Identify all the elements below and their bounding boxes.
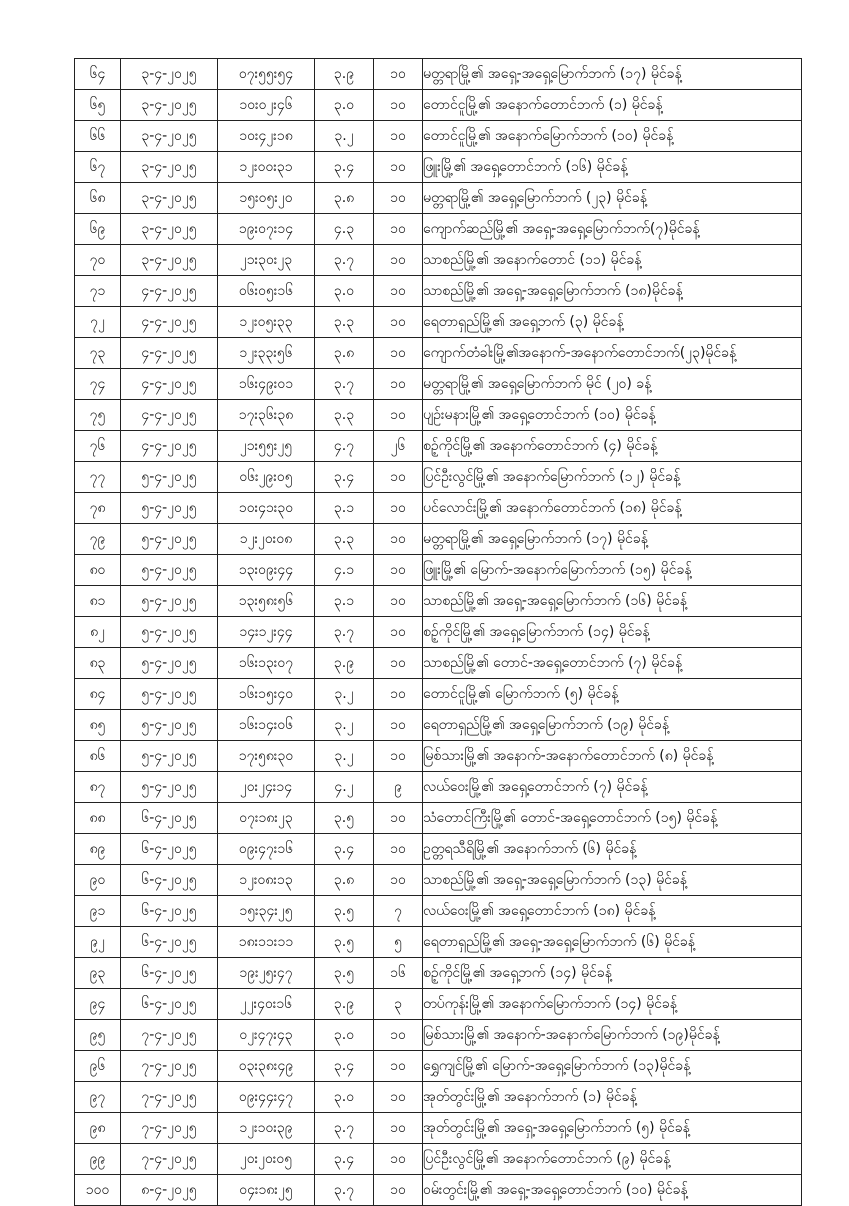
row-number: ၆၅ <box>75 90 121 121</box>
table-row <box>75 1175 802 1206</box>
table-row <box>75 59 802 90</box>
date-cell: ၄-၄-၂၀၂၅ <box>121 338 218 369</box>
date-cell: ၄-၄-၂၀၂၅ <box>121 307 218 338</box>
depth-cell: ၁၀ <box>374 307 423 338</box>
location-cell: မတ္တရာမြို့၏ အရှေ့မြောက်ဘက် မိုင် (၂၀) ခန့် <box>423 369 802 400</box>
row-number: ၁၀၀ <box>75 1175 121 1206</box>
date-cell: ၅-၄-၂၀၂၅ <box>121 462 218 493</box>
depth-cell: ၁၀ <box>374 59 423 90</box>
row-number: ၉၆ <box>75 1051 121 1082</box>
depth-cell: ၁၀ <box>374 710 423 741</box>
table-row <box>75 524 802 555</box>
location-cell: တောင်ငူမြို့၏ အနောက်မြောက်ဘက် (၁၀) မိုင်ခန့် <box>423 121 802 152</box>
location-cell: လယ်ဝေးမြို့၏ အရှေ့တောင်ဘက် (၇) မိုင်ခန့် <box>423 772 802 803</box>
depth-cell: ၁၀ <box>374 1020 423 1051</box>
time-cell: ၁၆း၁၅း၄၀ <box>218 679 315 710</box>
depth-cell: ၁၀ <box>374 648 423 679</box>
date-cell: ၄-၄-၂၀၂၅ <box>121 431 218 462</box>
time-cell: ၁၂း၂၀း၀၈ <box>218 524 315 555</box>
magnitude-cell: ၃.၀ <box>315 1020 374 1051</box>
row-number: ၈၁ <box>75 586 121 617</box>
location-cell: အုတ်တွင်းမြို့၏ အရှေ့-အရှေ့မြောက်ဘက် (၅) မိုင်ခန့် <box>423 1113 802 1144</box>
depth-cell: ၁၀ <box>374 1051 423 1082</box>
date-cell: ၅-၄-၂၀၂၅ <box>121 772 218 803</box>
location-cell: သာစည်မြို့၏ တောင်-အရှေ့တောင်ဘက် (၇) မိုင်ခန့် <box>423 648 802 679</box>
row-number: ၉၄ <box>75 989 121 1020</box>
time-cell: ၁၀း၀၂း၄၆ <box>218 90 315 121</box>
table-row <box>75 741 802 772</box>
date-cell: ၆-၄-၂၀၂၅ <box>121 958 218 989</box>
date-cell: ၄-၄-၂၀၂၅ <box>121 369 218 400</box>
depth-cell: ၁၀ <box>374 617 423 648</box>
magnitude-cell: ၄.၃ <box>315 214 374 245</box>
magnitude-cell: ၃.၇ <box>315 245 374 276</box>
time-cell: ၁၂း၀၅း၃၃ <box>218 307 315 338</box>
magnitude-cell: ၃.၇ <box>315 1175 374 1206</box>
depth-cell: ၁၆ <box>374 958 423 989</box>
table-row <box>75 338 802 369</box>
depth-cell: ၇ <box>374 896 423 927</box>
date-cell: ၃-၄-၂၀၂၅ <box>121 152 218 183</box>
depth-cell: ၁၀ <box>374 214 423 245</box>
location-cell: ရေတာရှည်မြို့၏ အရှေ့-အရှေ့မြောက်ဘက် (၆) မိုင်ခန့် <box>423 927 802 958</box>
date-cell: ၃-၄-၂၀၂၅ <box>121 183 218 214</box>
magnitude-cell: ၃.၉ <box>315 989 374 1020</box>
date-cell: ၃-၄-၂၀၂၅ <box>121 59 218 90</box>
location-cell: ပြင်ဦးလွင်မြို့၏ အနောက်မြောက်ဘက် (၁၂) မိုင်ခန့် <box>423 462 802 493</box>
location-cell: သံတောင်ကြီးမြို့၏ တောင်-အရှေ့တောင်ဘက် (၁၅) မိုင်ခန့် <box>423 803 802 834</box>
date-cell: ၃-၄-၂၀၂၅ <box>121 121 218 152</box>
table-row <box>75 90 802 121</box>
location-cell: ဝမ်းတွင်းမြို့၏ အရှေ့-အရှေ့တောင်ဘက် (၁၀) မိုင်ခန့် <box>423 1175 802 1206</box>
location-cell: ဥတ္တရသီရိမြို့၏ အနောက်ဘက် (၆) မိုင်ခန့် <box>423 834 802 865</box>
table-row <box>75 493 802 524</box>
table-row <box>75 121 802 152</box>
location-cell: ပြင်ဦးလွင်မြို့၏ အနောက်တောင်ဘက် (၉) မိုင်ခန့် <box>423 1144 802 1175</box>
row-number: ၆၈ <box>75 183 121 214</box>
date-cell: ၆-၄-၂၀၂၅ <box>121 896 218 927</box>
table-row <box>75 369 802 400</box>
table-row <box>75 927 802 958</box>
depth-cell: ၁၀ <box>374 1175 423 1206</box>
table-row <box>75 1082 802 1113</box>
date-cell: ၆-၄-၂၀၂၅ <box>121 803 218 834</box>
date-cell: ၅-၄-၂၀၂၅ <box>121 679 218 710</box>
depth-cell: ၁၀ <box>374 679 423 710</box>
row-number: ၆၉ <box>75 214 121 245</box>
table-row <box>75 989 802 1020</box>
depth-cell: ၁၀ <box>374 1113 423 1144</box>
date-cell: ၅-၄-၂၀၂၅ <box>121 741 218 772</box>
time-cell: ၀၆း၀၅း၁၆ <box>218 276 315 307</box>
table-row <box>75 679 802 710</box>
date-cell: ၈-၄-၂၀၂၅ <box>121 1175 218 1206</box>
location-cell: တပ်ကုန်းမြို့၏ အနောက်မြောက်ဘက် (၁၄) မိုင်ခန့် <box>423 989 802 1020</box>
row-number: ၈၇ <box>75 772 121 803</box>
table-row <box>75 1051 802 1082</box>
magnitude-cell: ၃.၀ <box>315 1082 374 1113</box>
location-cell: အုတ်တွင်းမြို့၏ အနောက်ဘက် (၁) မိုင်ခန့် <box>423 1082 802 1113</box>
time-cell: ၁၆း၁၄း၀၆ <box>218 710 315 741</box>
date-cell: ၅-၄-၂၀၂၅ <box>121 524 218 555</box>
magnitude-cell: ၃.၅ <box>315 927 374 958</box>
date-cell: ၇-၄-၂၀၂၅ <box>121 1020 218 1051</box>
date-cell: ၃-၄-၂၀၂၅ <box>121 90 218 121</box>
date-cell: ၄-၄-၂၀၂၅ <box>121 276 218 307</box>
depth-cell: ၁၀ <box>374 741 423 772</box>
time-cell: ၁၉း၂၅း၄၇ <box>218 958 315 989</box>
table-row <box>75 958 802 989</box>
table-row <box>75 834 802 865</box>
table-row <box>75 276 802 307</box>
location-cell: လယ်ဝေးမြို့၏ အရှေ့တောင်ဘက် (၁၈) မိုင်ခန့် <box>423 896 802 927</box>
magnitude-cell: ၃.၂ <box>315 679 374 710</box>
location-cell: တောင်ငူမြို့၏ အနောက်တောင်ဘက် (၁) မိုင်ခန့် <box>423 90 802 121</box>
magnitude-cell: ၃.၅ <box>315 803 374 834</box>
time-cell: ၁၂း၀၀း၃၁ <box>218 152 315 183</box>
depth-cell: ၁၀ <box>374 245 423 276</box>
magnitude-cell: ၃.၉ <box>315 648 374 679</box>
date-cell: ၅-၄-၂၀၂၅ <box>121 493 218 524</box>
time-cell: ၁၅း၃၄း၂၅ <box>218 896 315 927</box>
depth-cell: ၁၀ <box>374 865 423 896</box>
magnitude-cell: ၃.၅ <box>315 896 374 927</box>
date-cell: ၆-၄-၂၀၂၅ <box>121 989 218 1020</box>
row-number: ၉၀ <box>75 865 121 896</box>
table-row <box>75 400 802 431</box>
row-number: ၈၃ <box>75 648 121 679</box>
row-number: ၈၀ <box>75 555 121 586</box>
table-row <box>75 431 802 462</box>
table-row <box>75 803 802 834</box>
location-cell: သာစည်မြို့၏ အရှေ့-အရှေ့မြောက်ဘက် (၁၆) မိုင်ခန့် <box>423 586 802 617</box>
table-body <box>75 59 802 1206</box>
depth-cell: ၁၀ <box>374 524 423 555</box>
row-number: ၉၃ <box>75 958 121 989</box>
row-number: ၇၃ <box>75 338 121 369</box>
earthquake-table <box>74 58 802 1206</box>
depth-cell: ၅ <box>374 927 423 958</box>
time-cell: ၁၂း၁၀း၃၉ <box>218 1113 315 1144</box>
depth-cell: ၁၀ <box>374 493 423 524</box>
magnitude-cell: ၃.၇ <box>315 369 374 400</box>
magnitude-cell: ၃.၇ <box>315 617 374 648</box>
magnitude-cell: ၃.၀ <box>315 276 374 307</box>
depth-cell: ၁၀ <box>374 400 423 431</box>
depth-cell: ၁၀ <box>374 369 423 400</box>
location-cell: ရွှေကျင်မြို့၏ မြောက်-အရှေ့မြောက်ဘက် (၁၃)မိုင်ခန့် <box>423 1051 802 1082</box>
table-row <box>75 555 802 586</box>
magnitude-cell: ၃.၂ <box>315 121 374 152</box>
time-cell: ၀၆း၂၉း၀၅ <box>218 462 315 493</box>
magnitude-cell: ၃.၁ <box>315 586 374 617</box>
table-row <box>75 152 802 183</box>
table-row <box>75 865 802 896</box>
location-cell: ဖြူးမြို့၏ မြောက်-အနောက်မြောက်ဘက် (၁၅) မိုင်ခန့် <box>423 555 802 586</box>
table-row <box>75 183 802 214</box>
row-number: ၉၈ <box>75 1113 121 1144</box>
time-cell: ၁၀း၄၁း၃၀ <box>218 493 315 524</box>
row-number: ၉၁ <box>75 896 121 927</box>
depth-cell: ၁၀ <box>374 462 423 493</box>
row-number: ၈၅ <box>75 710 121 741</box>
magnitude-cell: ၃.၂ <box>315 710 374 741</box>
date-cell: ၅-၄-၂၀၂၅ <box>121 617 218 648</box>
date-cell: ၇-၄-၂၀၂၅ <box>121 1082 218 1113</box>
location-cell: သာစည်မြို့၏ အရှေ့-အရှေ့မြောက်ဘက် (၁၈)မိုင်ခန့် <box>423 276 802 307</box>
time-cell: ၂၀း၂၄း၁၄ <box>218 772 315 803</box>
magnitude-cell: ၃.၄ <box>315 152 374 183</box>
row-number: ၉၉ <box>75 1144 121 1175</box>
row-number: ၉၅ <box>75 1020 121 1051</box>
time-cell: ၁၅း၀၅း၂၀ <box>218 183 315 214</box>
time-cell: ၀၉း၄၇း၁၆ <box>218 834 315 865</box>
magnitude-cell: ၃.၁ <box>315 493 374 524</box>
row-number: ၈၂ <box>75 617 121 648</box>
row-number: ၆၆ <box>75 121 121 152</box>
location-cell: ပင်လောင်းမြို့၏ အနောက်တောင်ဘက် (၁၈) မိုင်ခန့် <box>423 493 802 524</box>
depth-cell: ၃ <box>374 989 423 1020</box>
date-cell: ၅-၄-၂၀၂၅ <box>121 555 218 586</box>
time-cell: ၁၇း၃၆း၃၈ <box>218 400 315 431</box>
time-cell: ၁၀း၄၂း၁၈ <box>218 121 315 152</box>
row-number: ၈၈ <box>75 803 121 834</box>
time-cell: ၂၀း၂၀း၀၅ <box>218 1144 315 1175</box>
magnitude-cell: ၃.၉ <box>315 59 374 90</box>
magnitude-cell: ၃.၄ <box>315 1144 374 1175</box>
table-row <box>75 214 802 245</box>
magnitude-cell: ၃.၃ <box>315 400 374 431</box>
row-number: ၈၆ <box>75 741 121 772</box>
magnitude-cell: ၃.၈ <box>315 183 374 214</box>
table-row <box>75 896 802 927</box>
row-number: ၇၉ <box>75 524 121 555</box>
location-cell: ကျောက်ဆည်မြို့၏ အရှေ့-အရှေ့မြောက်ဘက်(၇)မိုင်ခန့် <box>423 214 802 245</box>
time-cell: ၀၇း၁၈း၂၃ <box>218 803 315 834</box>
time-cell: ၁၉း၀၇း၁၄ <box>218 214 315 245</box>
magnitude-cell: ၄.၂ <box>315 772 374 803</box>
table-row <box>75 1113 802 1144</box>
time-cell: ၁၇း၅၈း၃၀ <box>218 741 315 772</box>
depth-cell: ၁၀ <box>374 338 423 369</box>
depth-cell: ၁၀ <box>374 803 423 834</box>
time-cell: ၂၁း၃၀း၂၃ <box>218 245 315 276</box>
depth-cell: ၁၀ <box>374 555 423 586</box>
time-cell: ၁၃း၅၈း၅၆ <box>218 586 315 617</box>
row-number: ၇၅ <box>75 400 121 431</box>
magnitude-cell: ၃.၃ <box>315 307 374 338</box>
time-cell: ၂၁း၅၅း၂၅ <box>218 431 315 462</box>
row-number: ၇၄ <box>75 369 121 400</box>
location-cell: မတ္တရာမြို့၏ အရှေ့မြောက်ဘက် (၁၇) မိုင်ခန့် <box>423 524 802 555</box>
row-number: ၈၄ <box>75 679 121 710</box>
location-cell: မြစ်သားမြို့၏ အနောက်-အနောက်မြောက်ဘက် (၁၉)မိုင်ခန့် <box>423 1020 802 1051</box>
depth-cell: ၁၀ <box>374 152 423 183</box>
depth-cell: ၂၆ <box>374 431 423 462</box>
location-cell: ပျဉ်းမနားမြို့၏ အရှေ့တောင်ဘက် (၁၀) မိုင်ခန့် <box>423 400 802 431</box>
magnitude-cell: ၃.၄ <box>315 462 374 493</box>
row-number: ၉၂ <box>75 927 121 958</box>
location-cell: စဉ့်ကိုင်မြို့၏ အရှေ့မြောက်ဘက် (၁၄) မိုင်ခန့် <box>423 617 802 648</box>
magnitude-cell: ၃.၄ <box>315 1051 374 1082</box>
date-cell: ၅-၄-၂၀၂၅ <box>121 710 218 741</box>
date-cell: ၃-၄-၂၀၂၅ <box>121 245 218 276</box>
time-cell: ၁၈း၁၁း၁၁ <box>218 927 315 958</box>
location-cell: ဖြူးမြို့၏ အရှေ့တောင်ဘက် (၁၆) မိုင်ခန့် <box>423 152 802 183</box>
time-cell: ၀၉း၄၄း၄၇ <box>218 1082 315 1113</box>
location-cell: တောင်ငူမြို့၏ မြောက်ဘက် (၅) မိုင်ခန့် <box>423 679 802 710</box>
time-cell: ၀၃း၃၈း၄၉ <box>218 1051 315 1082</box>
row-number: ၉၇ <box>75 1082 121 1113</box>
magnitude-cell: ၄.၁ <box>315 555 374 586</box>
magnitude-cell: ၃.၃ <box>315 524 374 555</box>
table-row <box>75 617 802 648</box>
time-cell: ၁၂း၃၃း၅၆ <box>218 338 315 369</box>
depth-cell: ၁၀ <box>374 183 423 214</box>
date-cell: ၄-၄-၂၀၂၅ <box>121 400 218 431</box>
time-cell: ၁၂း၀၈း၁၃ <box>218 865 315 896</box>
location-cell: ရေတာရှည်မြို့၏ အရှေ့ဘက် (၃) မိုင်ခန့် <box>423 307 802 338</box>
table-row <box>75 462 802 493</box>
row-number: ၆၄ <box>75 59 121 90</box>
date-cell: ၇-၄-၂၀၂၅ <box>121 1051 218 1082</box>
table-row <box>75 648 802 679</box>
row-number: ၇၇ <box>75 462 121 493</box>
magnitude-cell: ၃.၈ <box>315 865 374 896</box>
document-page <box>74 58 801 1206</box>
depth-cell: ၁၀ <box>374 586 423 617</box>
table-row <box>75 1144 802 1175</box>
magnitude-cell: ၃.၀ <box>315 90 374 121</box>
row-number: ၆၇ <box>75 152 121 183</box>
time-cell: ၁၆း၄၉း၀၁ <box>218 369 315 400</box>
row-number: ၇၆ <box>75 431 121 462</box>
magnitude-cell: ၃.၈ <box>315 338 374 369</box>
time-cell: ၂၂း၄၀း၁၆ <box>218 989 315 1020</box>
table-row <box>75 307 802 338</box>
row-number: ၇၀ <box>75 245 121 276</box>
date-cell: ၃-၄-၂၀၂၅ <box>121 214 218 245</box>
location-cell: မတ္တရာမြို့၏ အရှေ့-အရှေ့မြောက်ဘက် (၁၇) မိုင်ခန့် <box>423 59 802 90</box>
magnitude-cell: ၃.၅ <box>315 958 374 989</box>
depth-cell: ၁၀ <box>374 276 423 307</box>
date-cell: ၆-၄-၂၀၂၅ <box>121 834 218 865</box>
location-cell: သာစည်မြို့၏ အရှေ့-အရှေ့မြောက်ဘက် (၁၃) မိုင်ခန့် <box>423 865 802 896</box>
depth-cell: ၁၀ <box>374 1082 423 1113</box>
magnitude-cell: ၃.၇ <box>315 1113 374 1144</box>
time-cell: ၁၃း၀၉း၄၄ <box>218 555 315 586</box>
date-cell: ၆-၄-၂၀၂၅ <box>121 927 218 958</box>
time-cell: ၁၆း၁၃း၀၇ <box>218 648 315 679</box>
date-cell: ၇-၄-၂၀၂၅ <box>121 1113 218 1144</box>
table-row <box>75 586 802 617</box>
location-cell: စဉ့်ကိုင်မြို့၏ အနောက်တောင်ဘက် (၄) မိုင်ခန့် <box>423 431 802 462</box>
date-cell: ၇-၄-၂၀၂၅ <box>121 1144 218 1175</box>
time-cell: ၁၄း၁၂း၄၄ <box>218 617 315 648</box>
row-number: ၇၁ <box>75 276 121 307</box>
row-number: ၇၈ <box>75 493 121 524</box>
time-cell: ၀၂း၄၇း၄၃ <box>218 1020 315 1051</box>
time-cell: ၀၇း၅၅း၅၄ <box>218 59 315 90</box>
table-row <box>75 1020 802 1051</box>
row-number: ၈၉ <box>75 834 121 865</box>
row-number: ၇၂ <box>75 307 121 338</box>
location-cell: သာစည်မြို့၏ အနောက်တောင် (၁၁) မိုင်ခန့် <box>423 245 802 276</box>
depth-cell: ၁၀ <box>374 90 423 121</box>
location-cell: ကျောက်တံခါးမြို့၏အနောက်-အနောက်တောင်ဘက်(၂၃)မိုင်ခန့် <box>423 338 802 369</box>
date-cell: ၅-၄-၂၀၂၅ <box>121 586 218 617</box>
table-row <box>75 245 802 276</box>
depth-cell: ၁၀ <box>374 834 423 865</box>
location-cell: စဉ့်ကိုင်မြို့၏ အရှေ့ဘက် (၁၄) မိုင်ခန့် <box>423 958 802 989</box>
time-cell: ၀၄း၁၈း၂၅ <box>218 1175 315 1206</box>
depth-cell: ၉ <box>374 772 423 803</box>
table-row <box>75 772 802 803</box>
date-cell: ၅-၄-၂၀၂၅ <box>121 648 218 679</box>
magnitude-cell: ၄.၇ <box>315 431 374 462</box>
table-row <box>75 710 802 741</box>
date-cell: ၆-၄-၂၀၂၅ <box>121 865 218 896</box>
magnitude-cell: ၃.၂ <box>315 741 374 772</box>
depth-cell: ၁၀ <box>374 1144 423 1175</box>
location-cell: ရေတာရှည်မြို့၏ အရှေ့မြောက်ဘက် (၁၉) မိုင်ခန့် <box>423 710 802 741</box>
depth-cell: ၁၀ <box>374 121 423 152</box>
location-cell: မတ္တရာမြို့၏ အရှေ့မြောက်ဘက် (၂၃) မိုင်ခန့် <box>423 183 802 214</box>
magnitude-cell: ၃.၄ <box>315 834 374 865</box>
location-cell: မြစ်သားမြို့၏ အနောက်-အနောက်တောင်ဘက် (၈) မိုင်ခန့် <box>423 741 802 772</box>
